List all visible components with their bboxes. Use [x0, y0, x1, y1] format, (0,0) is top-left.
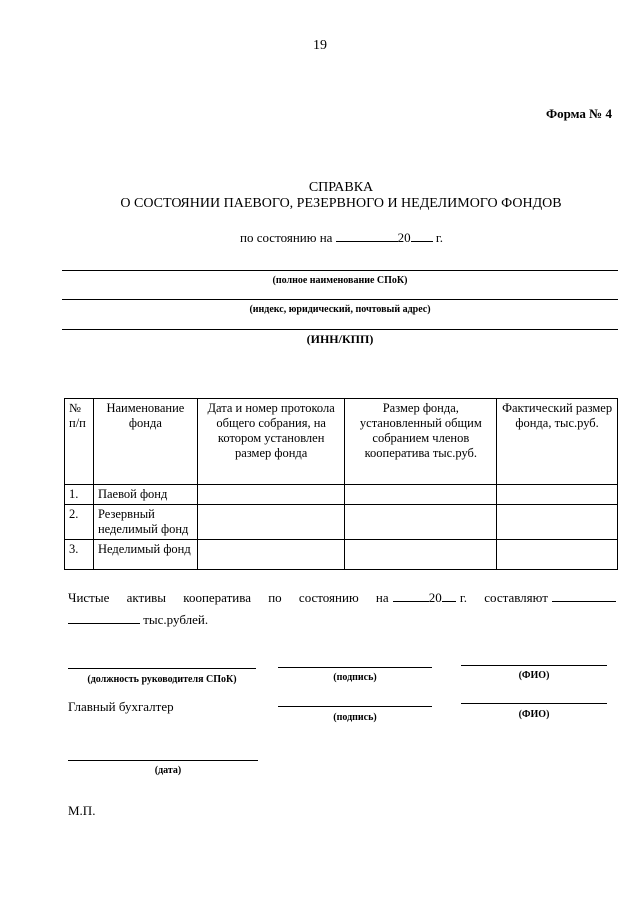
net-assets-date-blank	[393, 589, 429, 602]
position-line	[68, 668, 256, 669]
date-caption: (дата)	[154, 765, 182, 776]
header-protocol: Дата и номер протокола общего собрания, на котором установлен размер фонда	[197, 399, 345, 485]
net-assets-amount-blank	[552, 589, 616, 602]
row-actual-size-cell[interactable]	[497, 505, 618, 540]
net-assets-year-prefix: 20	[428, 590, 442, 605]
director-signature-caption: (подпись)	[333, 672, 377, 683]
as-of-date-line	[240, 229, 443, 246]
title-line-1: СПРАВКА	[308, 180, 374, 195]
net-assets-part2: г. составляют	[459, 590, 548, 605]
as-of-prefix: по состоянию на	[240, 230, 333, 245]
inn-caption: (ИНН/КПП)	[306, 332, 374, 346]
row-fund-name: Неделимый фонд	[93, 540, 197, 570]
director-signature-line	[278, 667, 432, 668]
row-actual-size-cell[interactable]	[497, 485, 618, 505]
form-number: Форма № 4	[545, 106, 612, 121]
full-name-caption: (полное наименование СПоК)	[272, 275, 408, 286]
net-assets-part3: тыс.рублей.	[143, 612, 209, 627]
year-blank	[411, 229, 433, 242]
net-assets-year-blank	[442, 589, 456, 602]
row-protocol-cell[interactable]	[197, 540, 345, 570]
row-actual-size-cell[interactable]	[497, 540, 618, 570]
inn-line	[62, 329, 618, 330]
row-protocol-cell[interactable]	[197, 505, 345, 540]
address-line	[62, 299, 618, 300]
row-protocol-cell[interactable]	[197, 485, 345, 505]
funds-table	[64, 398, 618, 570]
row-number: 1.	[65, 485, 94, 505]
row-fund-name: Резервный неделимый фонд	[93, 505, 197, 540]
accountant-fio-line	[461, 703, 607, 704]
position-caption: (должность руководителя СПоК)	[87, 674, 237, 685]
director-fio-line	[461, 665, 607, 666]
row-number: 3.	[65, 540, 94, 570]
net-assets-part1: Чистые активы кооператива по состоянию на	[68, 590, 389, 605]
table-row	[65, 540, 618, 570]
header-fund-name: Наименование фонда	[93, 399, 197, 485]
table-row	[65, 485, 618, 505]
net-assets-amount-blank-2	[68, 611, 140, 624]
stamp-place: М.П.	[68, 803, 96, 818]
row-number: 2.	[65, 505, 94, 540]
date-blank	[336, 229, 398, 242]
header-fund-size: Размер фонда, установленный общим собранием членов кооператива тыс.руб.	[345, 399, 497, 485]
as-of-suffix: г.	[435, 230, 444, 245]
accountant-signature-line	[278, 706, 432, 707]
date-line	[68, 760, 258, 761]
page-number: 19	[313, 38, 327, 53]
full-name-line	[62, 270, 618, 271]
net-assets-statement	[68, 587, 616, 631]
year-prefix: 20	[397, 230, 411, 245]
address-caption: (индекс, юридический, почтовый адрес)	[249, 304, 431, 315]
row-fund-size-cell[interactable]	[345, 540, 497, 570]
row-fund-name: Паевой фонд	[93, 485, 197, 505]
row-fund-size-cell[interactable]	[345, 505, 497, 540]
chief-accountant-label: Главный бухгалтер	[68, 699, 174, 714]
row-fund-size-cell[interactable]	[345, 485, 497, 505]
accountant-fio-caption: (ФИО)	[518, 709, 550, 720]
header-number: № п/п	[65, 399, 94, 485]
document-title	[0, 180, 640, 212]
title-line-2: О СОСТОЯНИИ ПАЕВОГО, РЕЗЕРВНОГО И НЕДЕЛИМОГО ФОНДОВ	[120, 196, 562, 211]
table-row	[65, 505, 618, 540]
header-actual-size: Фактический размер фонда, тыс.руб.	[497, 399, 618, 485]
director-fio-caption: (ФИО)	[518, 670, 550, 681]
accountant-signature-caption: (подпись)	[333, 712, 377, 723]
table-header-row	[65, 399, 618, 485]
